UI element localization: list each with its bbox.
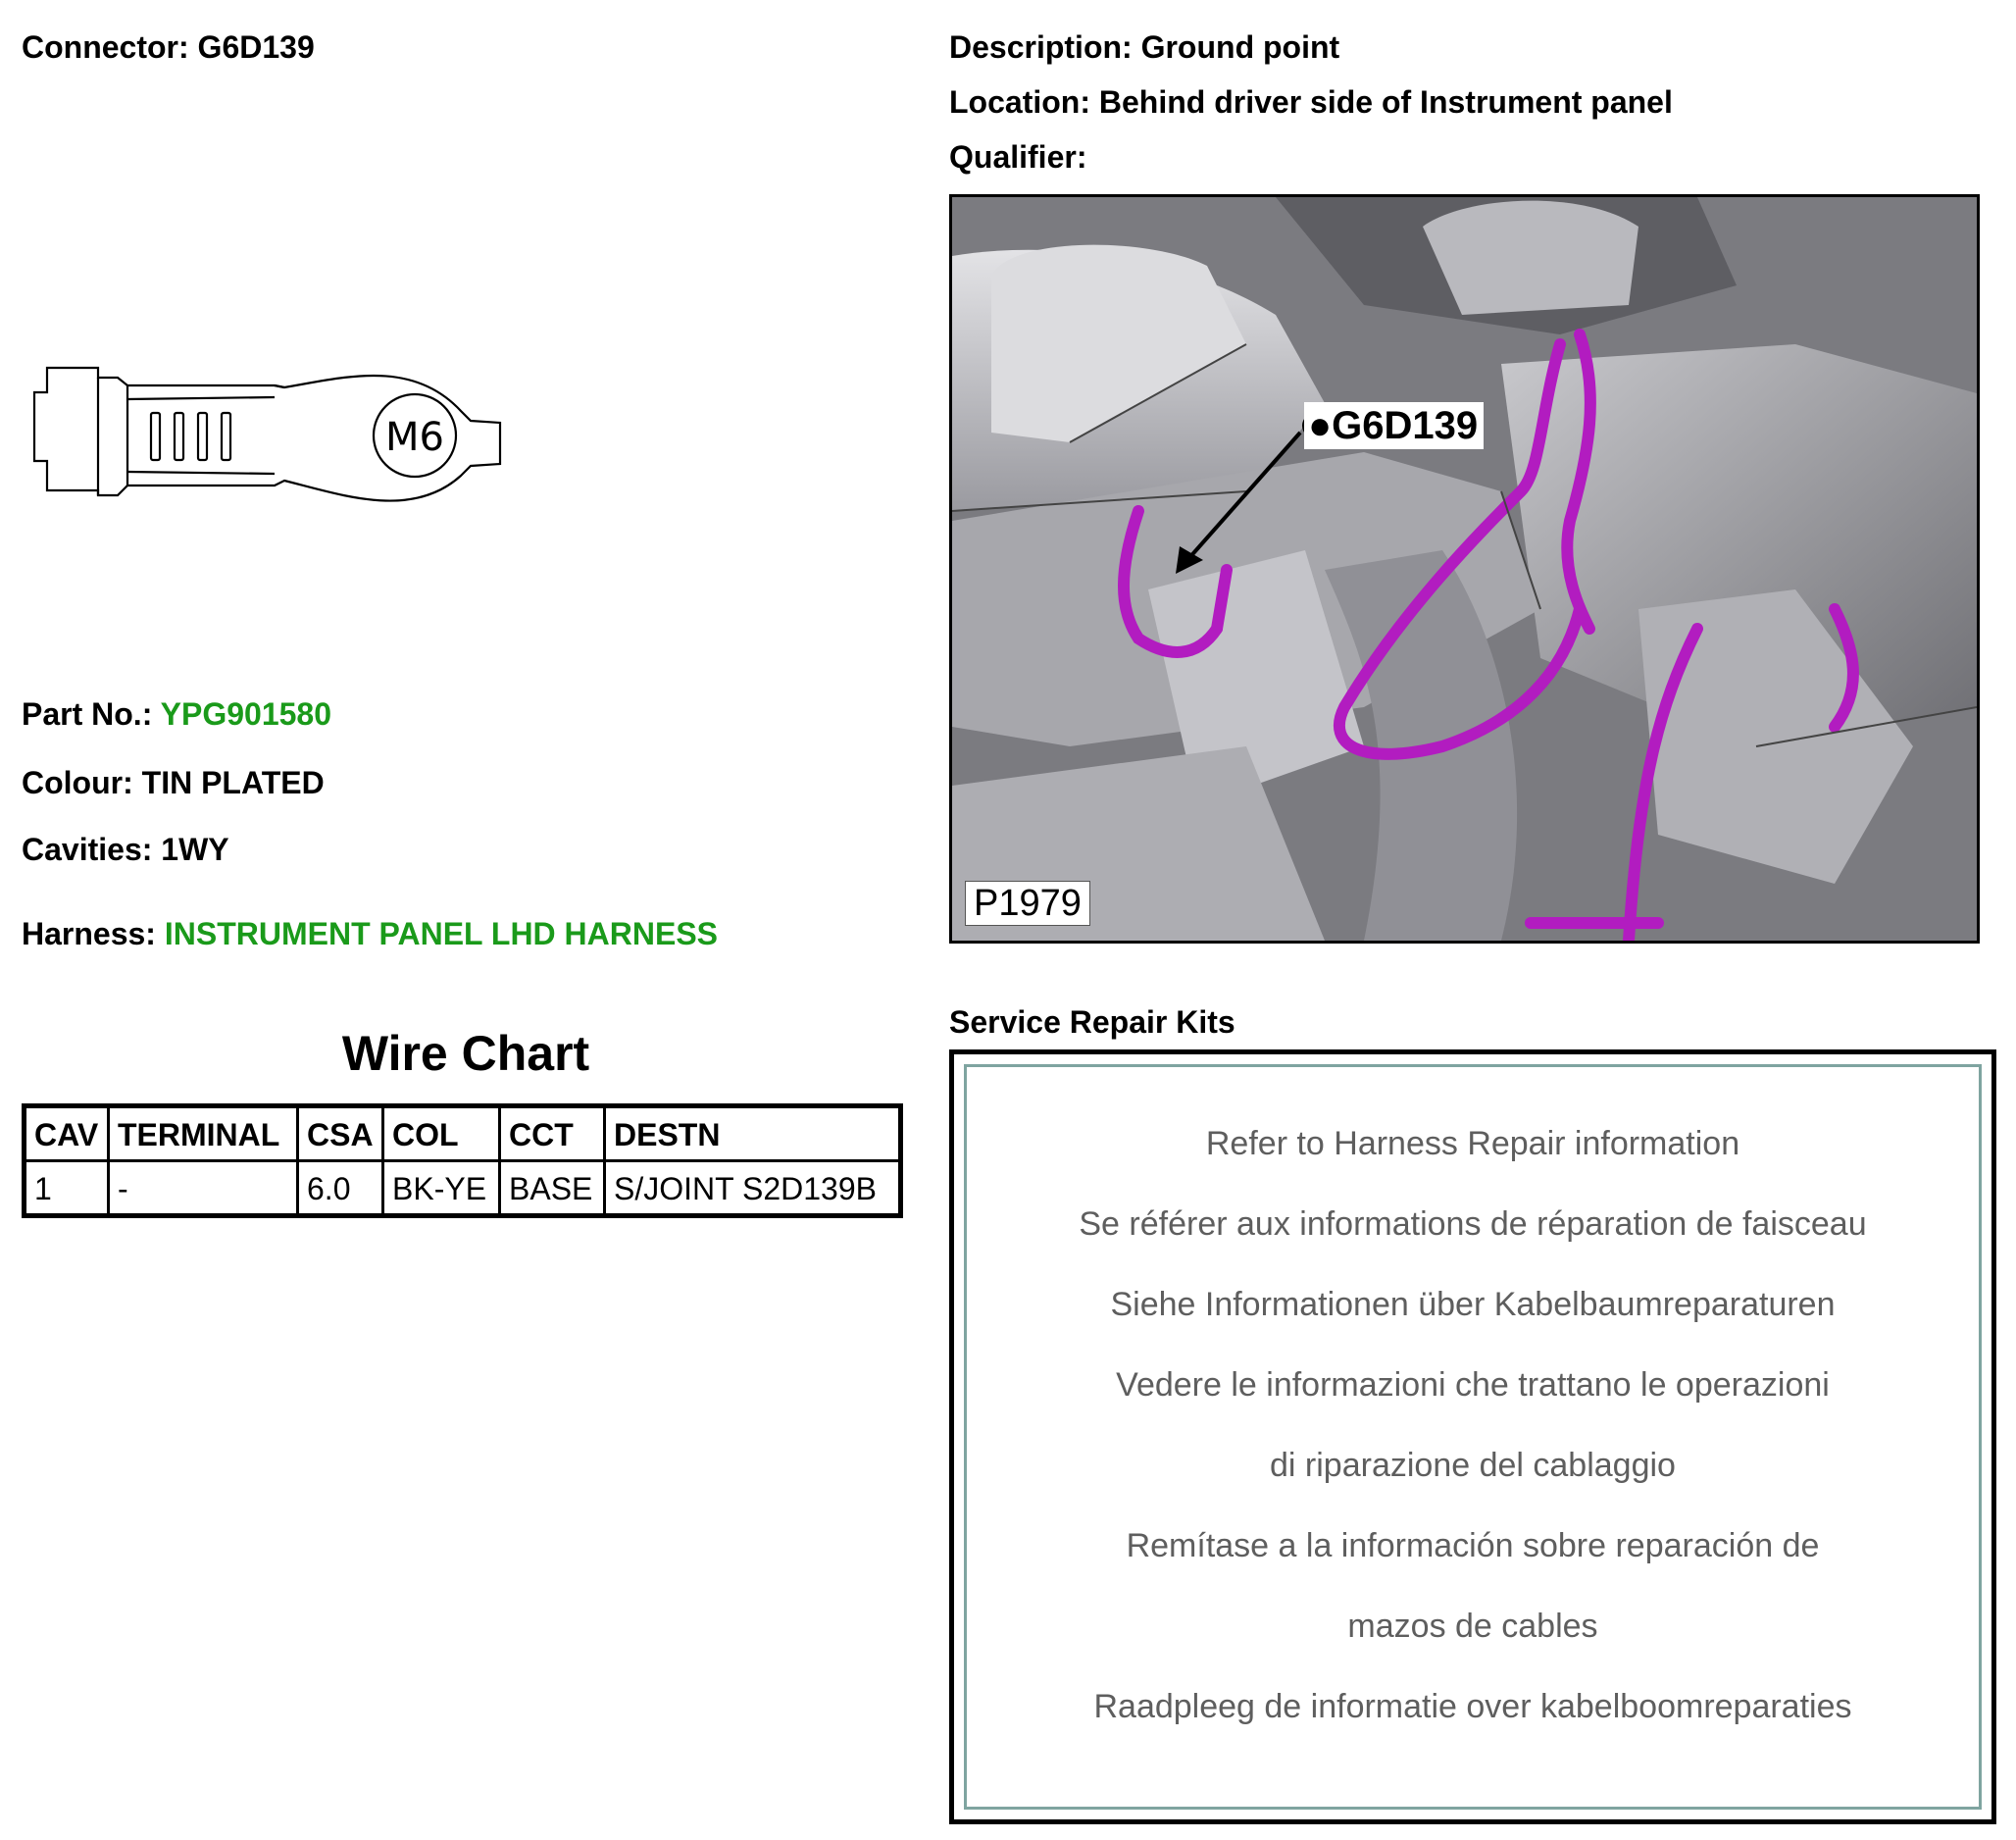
qualifier-field bbox=[949, 137, 1086, 177]
kit-line: Refer to Harness Repair information bbox=[1205, 1125, 1740, 1162]
kit-line: Raadpleeg de informatie over kabelboomreparaties bbox=[1093, 1688, 1852, 1725]
cavities-field bbox=[22, 830, 229, 869]
connector-label: Connector: bbox=[22, 29, 189, 65]
kit-line: Se référer aux informations de réparation de faisceau bbox=[1079, 1205, 1867, 1243]
kit-line: Vedere le informazioni che trattano le operazioni bbox=[1116, 1366, 1830, 1404]
cell-col: BK-YE bbox=[383, 1161, 500, 1216]
location-photo bbox=[949, 194, 1980, 944]
kit-line: Remítase a la información sobre reparación de bbox=[1126, 1527, 1820, 1564]
service-repair-kits-inner bbox=[964, 1064, 1982, 1810]
ring-terminal-drawing bbox=[29, 348, 520, 520]
part-no-label: Part No.: bbox=[22, 696, 153, 732]
photo-reference-label: P1979 bbox=[965, 881, 1090, 926]
description-label: Description: bbox=[949, 29, 1133, 65]
colour-field bbox=[22, 763, 325, 802]
wire-chart-title: Wire Chart bbox=[341, 1026, 590, 1081]
cell-csa: 6.0 bbox=[298, 1161, 383, 1216]
service-repair-kits-title: Service Repair Kits bbox=[949, 1004, 1235, 1040]
wire-chart-table bbox=[22, 1103, 903, 1218]
kit-line: Siehe Informationen über Kabelbaumreparaturen bbox=[1110, 1286, 1836, 1323]
harness-label: Harness: bbox=[22, 916, 156, 951]
colour-label: Colour: bbox=[22, 765, 133, 800]
part-no-link[interactable]: YPG901580 bbox=[160, 696, 332, 732]
header-cct: CCT bbox=[500, 1106, 605, 1161]
cell-cav: 1 bbox=[25, 1161, 109, 1216]
cavities-label: Cavities: bbox=[22, 832, 153, 867]
kit-line: mazos de cables bbox=[1347, 1608, 1598, 1645]
description-field bbox=[949, 27, 1339, 67]
table-row bbox=[25, 1161, 901, 1216]
cell-cct: BASE bbox=[500, 1161, 605, 1216]
description-value: Ground point bbox=[1140, 29, 1340, 65]
cavities-value: 1WY bbox=[161, 832, 229, 867]
header-terminal: TERMINAL bbox=[109, 1106, 298, 1161]
connector-value: G6D139 bbox=[197, 29, 315, 65]
connector-field bbox=[22, 27, 315, 67]
header-destn: DESTN bbox=[605, 1106, 901, 1161]
location-field bbox=[949, 82, 1673, 122]
header-cav: CAV bbox=[25, 1106, 109, 1161]
cell-destn: S/JOINT S2D139B bbox=[605, 1161, 901, 1216]
header-csa: CSA bbox=[298, 1106, 383, 1161]
colour-value: TIN PLATED bbox=[141, 765, 325, 800]
location-value: Behind driver side of Instrument panel bbox=[1098, 84, 1673, 120]
harness-field bbox=[22, 914, 718, 953]
stud-size-text: M6 bbox=[385, 415, 444, 460]
part-no-field bbox=[22, 694, 331, 734]
location-label: Location: bbox=[949, 84, 1090, 120]
service-repair-kits-box bbox=[949, 1049, 1996, 1824]
harness-link[interactable]: INSTRUMENT PANEL LHD HARNESS bbox=[164, 916, 719, 951]
qualifier-label: Qualifier: bbox=[949, 139, 1087, 175]
kit-line: di riparazione del cablaggio bbox=[1270, 1447, 1676, 1484]
header-col: COL bbox=[383, 1106, 500, 1161]
cell-terminal: - bbox=[109, 1161, 298, 1216]
photo-callout-label: ●G6D139 bbox=[1304, 402, 1484, 449]
wire-chart-header-row bbox=[25, 1106, 901, 1161]
